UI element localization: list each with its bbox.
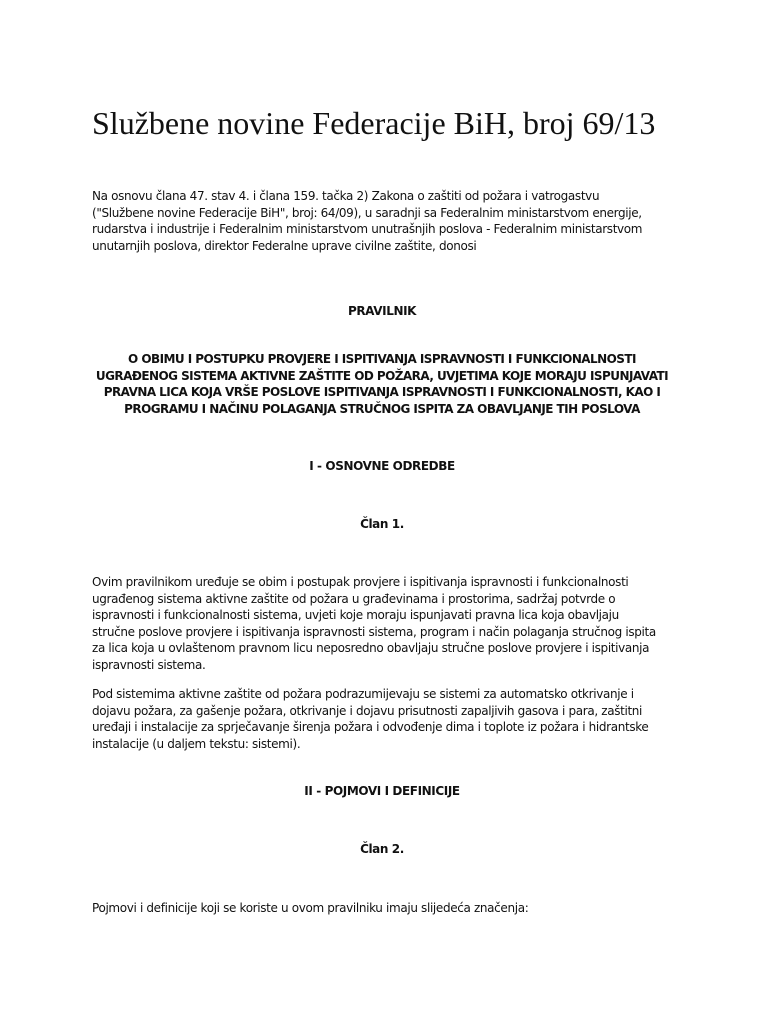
rulebook-heading: PRAVILNIK: [347, 304, 417, 318]
document-title: Službene novine Federacije BiH, broj 69/13: [92, 105, 656, 141]
section-heading-2: II - POJMOVI I DEFINICIJE: [304, 784, 460, 798]
rulebook-subject: O OBIMU I POSTUPKU PROVJERE I ISPITIVANJA ISPRAVNOSTI I FUNKCIONALNOSTI UGRAĐENOG SISTEMA AKTIVNE ZAŠTITE OD POŽARA, UVJETIMA KOJE MORAJU ISPUNJAVATI PRAVNA LICA KOJA VRŠE POSLOVE ISPITIVANJA ISPRAVNOSTI I FUNKCIONALNOSTI, KAO I PROGRAMU I NAČINU POLAGANJA STRUČNOG ISPITA ZA OBAVLJANJE TIH POSLOVA: [95, 352, 669, 416]
section-heading-1: I - OSNOVNE ODREDBE: [309, 459, 455, 473]
article-2-paragraph-1: Pojmovi i definicije koji se koriste u ovom pravilniku imaju slijedeća značenja:: [92, 901, 529, 915]
article-1-paragraph-2: Pod sistemima aktivne zaštite od požara podrazumijevaju se sistemi za automatsko otkrivanje i dojavu požara, za gašenje požara, otkrivanje i dojavu prisutnosti zapaljivih gasova i para, zaštitni uređaji i instalacije za sprječavanje širenja požara i odvođenje dima i toplote iz požara i hidrantske instalacije (u daljem tekstu: sistemi).: [92, 687, 649, 751]
intro-paragraph: Na osnovu člana 47. stav 4. i člana 159. tačka 2) Zakona o zaštiti od požara i vatrogastvu ("Službene novine Federacije BiH", broj: 64/09), u saradnji sa Federalnim ministarstvom energije, rudarstva i industrije i Federalnim ministarstvom unutrašnjih poslova - Federalnim ministarstvom unutarnjih poslova, direktor Federalne uprave civilne zaštite, donosi: [92, 189, 643, 253]
article-heading-1: Član 1.: [360, 517, 404, 531]
article-heading-2: Član 2.: [360, 842, 404, 856]
article-1-paragraph-1: Ovim pravilnikom uređuje se obim i postupak provjere i ispitivanja ispravnosti i funkcionalnosti ugrađenog sistema aktivne zaštite od požara u građevinama i prostorima, sadržaj potvrde o ispravnosti i funkcionalnosti sistema, uvjeti koje moraju ispunjavati pravna lica koja obavljaju stručne poslove provjere i ispitivanja ispravnosti sistema, program i način polaganja stručnog ispita za lica koja u ovlaštenom pravnom licu neposredno obavljaju stručne poslove provjere i ispitivanja ispravnosti sistema.: [92, 575, 656, 672]
